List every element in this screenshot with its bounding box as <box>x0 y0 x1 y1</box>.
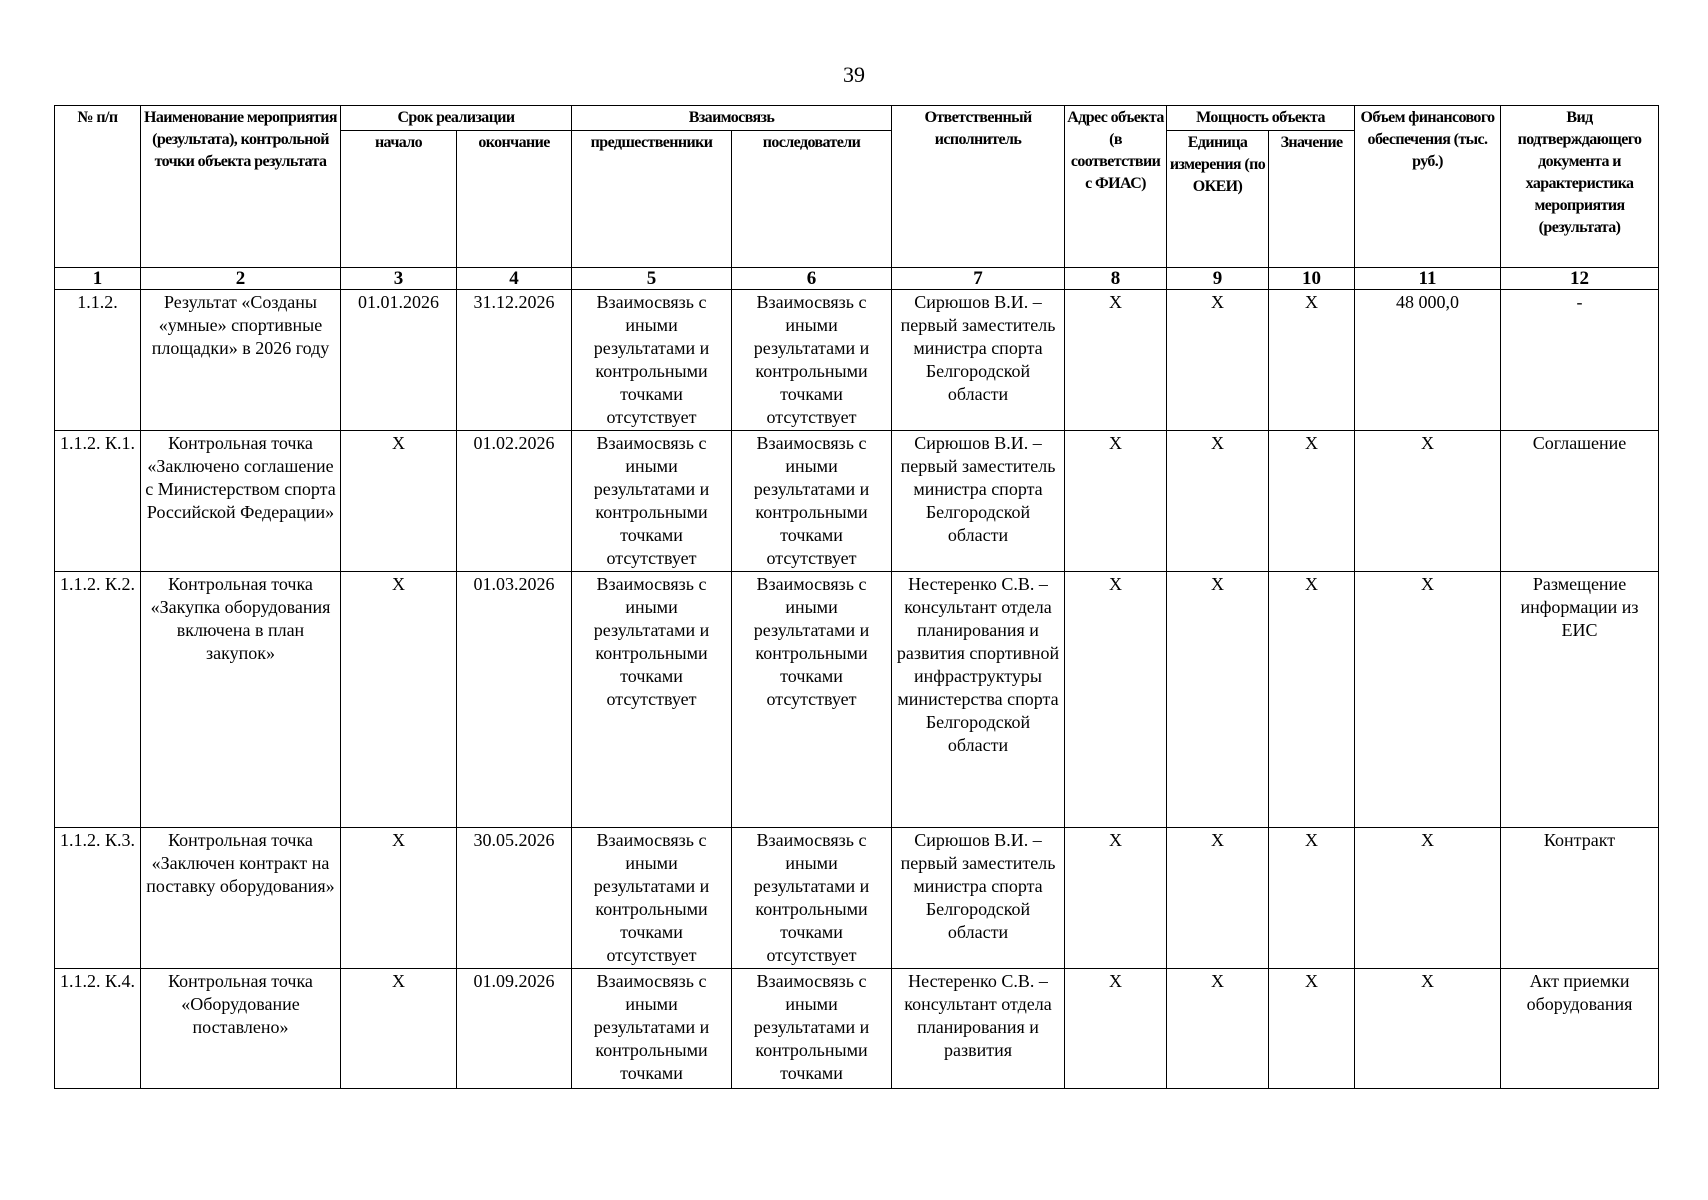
row-successors: Взаимосвязь с иными результатами и контрольными точками отсутствует <box>732 828 892 969</box>
column-number: 4 <box>457 268 572 290</box>
row-responsible: Сирюшов В.И. – первый заместитель министра спорта Белгородской области <box>892 290 1065 431</box>
row-doc: Контракт <box>1501 828 1659 969</box>
row-num: 1.1.2. К.1. <box>55 431 141 572</box>
header-start: начало <box>341 131 457 268</box>
column-number: 10 <box>1269 268 1355 290</box>
header-successors: последователи <box>732 131 892 268</box>
row-address: X <box>1065 290 1167 431</box>
column-number: 7 <box>892 268 1065 290</box>
column-number: 1 <box>55 268 141 290</box>
header-finance: Объем финансового обеспечения (тыс. руб.) <box>1355 106 1501 268</box>
header-relation: Взаимосвязь <box>572 106 892 131</box>
column-number: 12 <box>1501 268 1659 290</box>
column-number: 6 <box>732 268 892 290</box>
row-end: 30.05.2026 <box>457 828 572 969</box>
row-predecessors: Взаимосвязь с иными результатами и контрольными точками отсутствует <box>572 828 732 969</box>
header-doc-type: Вид подтверждающего документа и характеристика мероприятия (результата) <box>1501 106 1659 268</box>
row-name: Результат «Созданы «умные» спортивные площадки» в 2026 году <box>141 290 341 431</box>
page-number: 39 <box>843 62 865 87</box>
row-name: Контрольная точка «Оборудование поставлено» <box>141 969 341 1089</box>
row-num: 1.1.2. К.4. <box>55 969 141 1089</box>
row-end: 01.02.2026 <box>457 431 572 572</box>
column-numbers-row <box>55 268 1659 290</box>
row-finance: X <box>1355 572 1501 828</box>
column-number: 5 <box>572 268 732 290</box>
row-responsible: Нестеренко С.В. – консультант отдела планирования и развития <box>892 969 1065 1089</box>
row-responsible: Сирюшов В.И. – первый заместитель министра спорта Белгородской области <box>892 431 1065 572</box>
row-successors: Взаимосвязь с иными результатами и контрольными точками отсутствует <box>732 290 892 431</box>
header-end: окончание <box>457 131 572 268</box>
table-row <box>55 969 1659 1089</box>
row-predecessors: Взаимосвязь с иными результатами и контрольными точками отсутствует <box>572 290 732 431</box>
column-number: 2 <box>141 268 341 290</box>
row-end: 01.09.2026 <box>457 969 572 1089</box>
row-start: X <box>341 572 457 828</box>
row-unit: X <box>1167 572 1269 828</box>
row-value: X <box>1269 572 1355 828</box>
row-num: 1.1.2. К.2. <box>55 572 141 828</box>
row-name: Контрольная точка «Заключено соглашение с Министерством спорта Российской Федерации» <box>141 431 341 572</box>
row-start: X <box>341 969 457 1089</box>
row-start: X <box>341 828 457 969</box>
row-successors: Взаимосвязь с иными результатами и контрольными точками <box>732 969 892 1089</box>
table-row <box>55 290 1659 431</box>
row-name: Контрольная точка «Закупка оборудования включена в план закупок» <box>141 572 341 828</box>
row-start: 01.01.2026 <box>341 290 457 431</box>
row-start: X <box>341 431 457 572</box>
results-table <box>54 105 1659 1089</box>
row-predecessors: Взаимосвязь с иными результатами и контрольными точками <box>572 969 732 1089</box>
header-unit: Единица измерения (по ОКЕИ) <box>1167 131 1269 268</box>
header-capacity: Мощность объекта <box>1167 106 1355 131</box>
row-predecessors: Взаимосвязь с иными результатами и контрольными точками отсутствует <box>572 431 732 572</box>
row-end: 01.03.2026 <box>457 572 572 828</box>
row-finance: X <box>1355 969 1501 1089</box>
table-row <box>55 828 1659 969</box>
row-doc: - <box>1501 290 1659 431</box>
row-doc: Соглашение <box>1501 431 1659 572</box>
row-value: X <box>1269 431 1355 572</box>
row-doc: Акт приемки оборудования <box>1501 969 1659 1089</box>
row-end: 31.12.2026 <box>457 290 572 431</box>
row-address: X <box>1065 828 1167 969</box>
header-responsible: Ответственный исполнитель <box>892 106 1065 268</box>
header-num: № п/п <box>55 106 141 268</box>
row-address: X <box>1065 572 1167 828</box>
row-unit: X <box>1167 431 1269 572</box>
row-num: 1.1.2. К.3. <box>55 828 141 969</box>
table-row <box>55 572 1659 828</box>
row-unit: X <box>1167 290 1269 431</box>
header-address: Адрес объекта (в соответствии с ФИАС) <box>1065 106 1167 268</box>
header-name: Наименование мероприятия (результата), контрольной точки объекта результата <box>141 106 341 268</box>
row-address: X <box>1065 431 1167 572</box>
row-address: X <box>1065 969 1167 1089</box>
header-period: Срок реализации <box>341 106 572 131</box>
column-number: 8 <box>1065 268 1167 290</box>
column-number: 11 <box>1355 268 1501 290</box>
row-value: X <box>1269 828 1355 969</box>
row-value: X <box>1269 290 1355 431</box>
row-unit: X <box>1167 969 1269 1089</box>
row-finance: X <box>1355 828 1501 969</box>
row-finance: X <box>1355 431 1501 572</box>
column-number: 9 <box>1167 268 1269 290</box>
row-num: 1.1.2. <box>55 290 141 431</box>
row-name: Контрольная точка «Заключен контракт на поставку оборудования» <box>141 828 341 969</box>
header-predecessors: предшественники <box>572 131 732 268</box>
row-responsible: Нестеренко С.В. – консультант отдела планирования и развития спортивной инфраструктуры министерства спорта Белгородской области <box>892 572 1065 828</box>
row-successors: Взаимосвязь с иными результатами и контрольными точками отсутствует <box>732 572 892 828</box>
row-doc: Размещение информации из ЕИС <box>1501 572 1659 828</box>
row-finance: 48 000,0 <box>1355 290 1501 431</box>
row-responsible: Сирюшов В.И. – первый заместитель министра спорта Белгородской области <box>892 828 1065 969</box>
row-successors: Взаимосвязь с иными результатами и контрольными точками отсутствует <box>732 431 892 572</box>
row-unit: X <box>1167 828 1269 969</box>
table-row <box>55 431 1659 572</box>
column-number: 3 <box>341 268 457 290</box>
row-predecessors: Взаимосвязь с иными результатами и контрольными точками отсутствует <box>572 572 732 828</box>
header-value: Значение <box>1269 131 1355 268</box>
row-value: X <box>1269 969 1355 1089</box>
